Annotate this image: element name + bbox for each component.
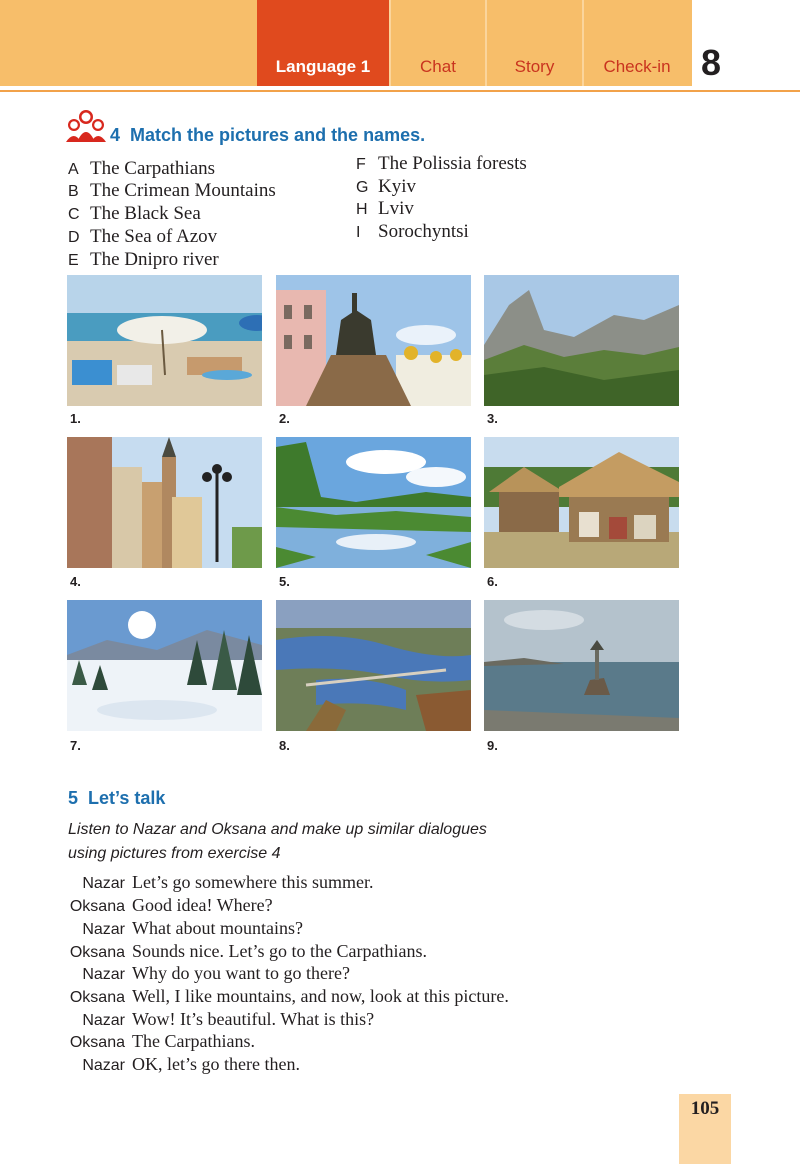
- speaker-name: Nazar: [82, 875, 125, 892]
- unit-number: 8: [701, 42, 722, 83]
- photo-1-beach: [67, 275, 262, 406]
- option-text: The Crimean Mountains: [90, 180, 276, 201]
- speaker-name: Oksana: [69, 989, 125, 1006]
- tab-story[interactable]: Story: [514, 57, 555, 76]
- option-text: The Dnipro river: [90, 249, 219, 270]
- dialogue-text: The Carpathians.: [132, 1031, 255, 1051]
- picture-label-4: 4.: [70, 574, 81, 589]
- option-letter: G: [356, 179, 369, 196]
- option-text: Sorochyntsi: [378, 221, 469, 242]
- dialogue-text: Why do you want to go there?: [132, 963, 350, 983]
- option-letter: D: [68, 229, 80, 246]
- photo-6-sorochyntsi: [484, 437, 679, 568]
- exercise-4-heading: [110, 125, 425, 146]
- option-a: [68, 158, 215, 181]
- photo-5-polissia: [276, 437, 471, 568]
- dialogue-line: [67, 1009, 374, 1030]
- exercise-4-number: 4: [110, 125, 121, 145]
- option-e: [68, 249, 219, 272]
- dialogue-line: [67, 918, 303, 939]
- tab-check-in[interactable]: Check-in: [603, 57, 671, 76]
- option-letter: E: [68, 252, 79, 269]
- exercise-5-instruction-line-1: Listen to Nazar and Oksana and make up similar dialogues: [68, 821, 487, 838]
- dialogue-line: [67, 895, 273, 916]
- dialogue-text: Sounds nice. Let’s go to the Carpathians.: [132, 941, 427, 961]
- exercise-5-title: Let’s talk: [88, 788, 166, 808]
- photo-3-mountains: [484, 275, 679, 406]
- speaker-name: Oksana: [69, 898, 125, 915]
- dialogue-text: What about mountains?: [132, 918, 303, 938]
- group-of-students-icon: [66, 108, 106, 144]
- photo-8-dnipro: [276, 600, 471, 731]
- speaker-name: Nazar: [82, 966, 125, 983]
- exercise-5-instruction-line-2: using pictures from exercise 4: [68, 845, 281, 862]
- speaker-name: Oksana: [69, 1034, 125, 1051]
- option-text: The Sea of Azov: [90, 226, 218, 247]
- option-h: [356, 198, 414, 221]
- picture-label-2: 2.: [279, 411, 290, 426]
- dialogue-line: [67, 941, 427, 962]
- picture-label-1: 1.: [70, 411, 81, 426]
- exercise-5-number: 5: [68, 788, 79, 808]
- option-letter: C: [68, 206, 80, 223]
- speaker-name: Nazar: [82, 1057, 125, 1074]
- photo-7-carpathians-winter: [67, 600, 262, 731]
- picture-label-7: 7.: [70, 738, 81, 753]
- option-letter: B: [68, 183, 79, 200]
- dialogue-text: Well, I like mountains, and now, look at this picture.: [132, 986, 509, 1006]
- option-i: [356, 221, 469, 244]
- option-letter: A: [68, 161, 79, 178]
- header-divider: [0, 90, 800, 92]
- picture-label-8: 8.: [279, 738, 290, 753]
- option-b: [68, 180, 276, 203]
- option-letter: F: [356, 156, 366, 173]
- dialogue-line: [67, 963, 350, 984]
- dialogue-text: Wow! It’s beautiful. What is this?: [132, 1009, 375, 1029]
- dialogue-text: OK, let’s go there then.: [132, 1054, 300, 1074]
- option-text: The Carpathians: [90, 158, 216, 179]
- tab-chat[interactable]: Chat: [420, 57, 456, 76]
- dialogue-line: [67, 986, 509, 1007]
- photo-4-lviv: [67, 437, 262, 568]
- dialogue-text: Good idea! Where?: [132, 895, 273, 915]
- dialogue-text: Let’s go somewhere this summer.: [132, 872, 374, 892]
- option-g: [356, 176, 416, 199]
- page-number: 105: [690, 1098, 720, 1119]
- option-text: Lviv: [378, 198, 414, 219]
- option-letter: H: [356, 201, 368, 218]
- picture-label-5: 5.: [279, 574, 290, 589]
- dialogue-line: [67, 1031, 255, 1052]
- speaker-name: Nazar: [82, 921, 125, 938]
- option-text: The Black Sea: [90, 203, 201, 224]
- photo-9-sevastopol: [484, 600, 679, 731]
- picture-label-3: 3.: [487, 411, 498, 426]
- speaker-name: Oksana: [69, 944, 125, 961]
- option-d: [68, 226, 217, 249]
- option-letter: I: [356, 224, 361, 241]
- photo-2-kyiv: [276, 275, 471, 406]
- option-text: Kyiv: [378, 176, 416, 197]
- tab-language-1[interactable]: Language 1: [257, 0, 389, 86]
- picture-label-9: 9.: [487, 738, 498, 753]
- dialogue-line: [67, 1054, 300, 1075]
- picture-label-6: 6.: [487, 574, 498, 589]
- option-c: [68, 203, 201, 226]
- exercise-4-title: Match the pictures and the names.: [130, 125, 426, 145]
- exercise-5-heading: [68, 788, 165, 809]
- speaker-name: Nazar: [82, 1012, 125, 1029]
- option-f: [356, 153, 527, 176]
- dialogue-line: [67, 872, 373, 893]
- option-text: The Polissia forests: [378, 153, 527, 174]
